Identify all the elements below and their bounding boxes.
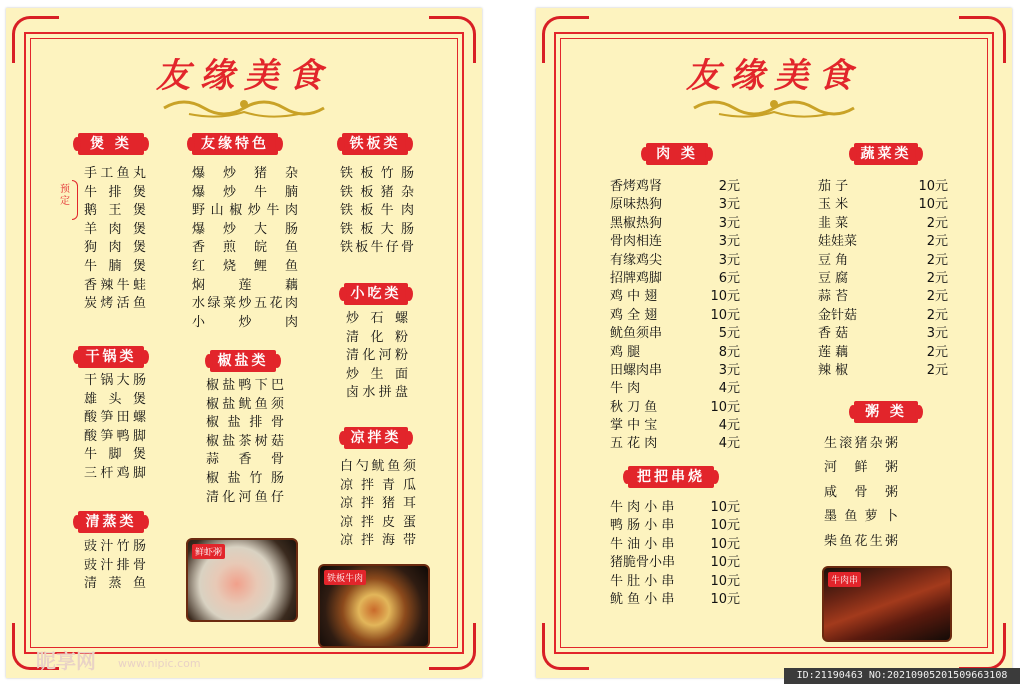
list-item: 牛 腩 煲 xyxy=(84,258,146,274)
watermark-url: www.nipic.com xyxy=(118,657,201,670)
list-tieban xyxy=(340,165,414,258)
dish-price: 4元 xyxy=(718,418,740,434)
photo-iron-plate-beef xyxy=(318,564,430,648)
list-item: 炭烤活鱼 xyxy=(84,296,146,312)
list-item: 爆 炒 猪 杂 xyxy=(192,166,298,181)
dish-price: 4元 xyxy=(718,436,740,452)
dish-price: 2元 xyxy=(926,234,948,250)
dish-price: 3元 xyxy=(926,326,948,342)
dish-price: 10元 xyxy=(710,289,740,305)
list-item: 铁板牛肉 xyxy=(340,203,414,219)
menu-row xyxy=(610,399,740,417)
list-qingzheng xyxy=(84,538,146,594)
watermark-logo: 昵享网 xyxy=(36,649,96,673)
list-item: 清化河粉 xyxy=(346,348,408,364)
section-badge-ganguo: 干锅类 xyxy=(78,346,144,368)
dish-name: 田螺肉串 xyxy=(610,362,663,378)
menu-row xyxy=(610,573,740,591)
list-item: 椒盐茶树菇 xyxy=(206,433,284,449)
dish-price: 10元 xyxy=(710,500,740,515)
menu-row xyxy=(610,499,740,517)
dish-name: 娃娃菜 xyxy=(818,234,858,250)
list-item: 铁板大肠 xyxy=(340,221,414,237)
dish-name: 秋 刀 鱼 xyxy=(610,399,658,415)
list-item: 红 烧 鲤 鱼 xyxy=(192,258,298,274)
dish-name: 香 菇 xyxy=(818,326,849,342)
list-item: 炒 石 螺 xyxy=(346,311,408,326)
list-item: 野山椒炒牛肉 xyxy=(192,203,298,219)
menu-row xyxy=(818,196,948,214)
list-xiaochi xyxy=(346,310,408,403)
menu-row xyxy=(818,307,948,325)
list-item: 酸笋田螺 xyxy=(84,410,146,426)
section-badge-xiaochi: 小吃类 xyxy=(344,283,408,305)
dish-price: 2元 xyxy=(718,179,740,194)
list-item: 白勺鱿鱼须 xyxy=(340,459,416,474)
section-badge-qingzheng: 清蒸类 xyxy=(78,511,144,533)
list-zhou xyxy=(824,432,898,554)
list-item: 雄 头 煲 xyxy=(84,391,146,407)
dish-price: 10元 xyxy=(710,555,740,571)
dish-price: 2元 xyxy=(926,215,948,231)
list-item: 香 煎 皖 鱼 xyxy=(192,240,298,256)
list-item: 清化河鱼仔 xyxy=(206,489,284,505)
menu-row xyxy=(818,252,948,270)
list-item: 豉汁排骨 xyxy=(84,557,146,573)
dish-name: 豆 腐 xyxy=(818,270,849,286)
menu-row xyxy=(610,380,740,398)
menu-row xyxy=(818,288,948,306)
list-item: 墨 鱼 萝 卜 xyxy=(824,509,898,525)
dish-name: 鸭 肠 小 串 xyxy=(610,518,675,534)
photo-seafood-congee xyxy=(186,538,298,622)
list-item: 三杆鸡脚 xyxy=(84,465,146,481)
dish-name: 辣 椒 xyxy=(818,362,849,378)
dish-price: 2元 xyxy=(926,252,948,268)
section-badge-shucai: 蔬菜类 xyxy=(854,143,918,165)
list-item: 小 炒 肉 xyxy=(192,314,298,330)
list-item: 爆 炒 牛 腩 xyxy=(192,184,298,200)
list-item: 咸 骨 粥 xyxy=(824,484,898,500)
menu-row xyxy=(818,325,948,343)
list-item: 酸笋鸭脚 xyxy=(84,428,146,444)
menu-row xyxy=(818,362,948,380)
photo-beef-skewers xyxy=(822,566,952,642)
list-item: 清 化 粉 xyxy=(346,329,408,345)
dish-price: 8元 xyxy=(718,344,740,360)
list-item: 椒盐鸭下巴 xyxy=(206,378,284,393)
menu-row xyxy=(610,270,740,288)
section-badge-rou: 肉 类 xyxy=(646,143,708,165)
list-item: 香辣牛蛙 xyxy=(84,277,146,293)
menu-row xyxy=(610,178,740,196)
section-badge-babachuan: 把把串烧 xyxy=(628,466,714,488)
list-babachuan xyxy=(610,499,740,609)
list-item: 河 鲜 粥 xyxy=(824,460,898,476)
corner-ornament xyxy=(959,623,1006,670)
dish-name: 猪脆骨小串 xyxy=(610,555,676,571)
right-menu-page xyxy=(536,8,1012,678)
dish-name: 鸡 全 翅 xyxy=(610,307,658,323)
dish-name: 香烤鸡肾 xyxy=(610,179,663,194)
image-id-bar: ID:21190463 NO:20210905201509663108 xyxy=(784,668,1020,684)
corner-ornament xyxy=(542,623,589,670)
corner-ornament xyxy=(429,623,476,670)
list-liangban xyxy=(340,458,416,551)
dish-price: 2元 xyxy=(926,270,948,286)
section-badge-tese: 友缘特色 xyxy=(192,133,278,155)
list-tese xyxy=(192,165,298,332)
menu-row xyxy=(610,344,740,362)
dish-name: 莲 藕 xyxy=(818,344,849,360)
list-item: 爆 炒 大 肠 xyxy=(192,221,298,237)
list-jiaoyan xyxy=(206,377,284,507)
dish-price: 4元 xyxy=(718,381,740,397)
list-item: 羊 肉 煲 xyxy=(84,221,146,237)
dish-name: 豆 角 xyxy=(818,252,849,268)
menu-title: 友缘美食 xyxy=(686,56,862,96)
list-item: 凉 拌 海 带 xyxy=(340,533,416,549)
dish-name: 蒜 苔 xyxy=(818,289,849,305)
list-item: 凉 拌 皮 蛋 xyxy=(340,514,416,530)
menu-row xyxy=(818,178,948,196)
dish-price: 5元 xyxy=(718,326,740,342)
section-badge-zhou: 粥 类 xyxy=(854,401,918,423)
list-shucai xyxy=(818,178,948,380)
list-item: 椒 盐 竹 肠 xyxy=(206,470,284,486)
photo-label: 鲜虾粥 xyxy=(192,544,225,559)
list-item: 焖 莲 藕 xyxy=(192,277,298,293)
list-item: 椒盐鱿鱼须 xyxy=(206,396,284,412)
section-badge-bao: 煲 类 xyxy=(78,133,144,155)
menu-row xyxy=(818,233,948,251)
list-rou xyxy=(610,178,740,454)
list-item: 干锅大肠 xyxy=(84,373,146,388)
dish-name: 五 花 肉 xyxy=(610,436,658,452)
dish-name: 茄 子 xyxy=(818,179,849,194)
photo-label: 铁板牛肉 xyxy=(324,570,366,585)
section-badge-jiaoyan: 椒盐类 xyxy=(210,350,276,372)
dish-name: 金针菇 xyxy=(818,307,858,323)
list-item: 铁板牛仔骨 xyxy=(340,240,414,256)
menu-row xyxy=(610,517,740,535)
dish-name: 鸡 腿 xyxy=(610,344,641,360)
dish-price: 10元 xyxy=(918,197,948,213)
dish-price: 3元 xyxy=(718,215,740,231)
menu-row xyxy=(610,554,740,572)
title-swirl-ornament xyxy=(159,94,329,120)
dish-name: 掌 中 宝 xyxy=(610,418,658,434)
dish-name: 黑椒热狗 xyxy=(610,215,663,231)
menu-row xyxy=(610,252,740,270)
dish-price: 3元 xyxy=(718,362,740,378)
menu-row xyxy=(610,215,740,233)
dish-price: 10元 xyxy=(710,518,740,534)
dish-price: 10元 xyxy=(710,536,740,552)
photo-label: 牛肉串 xyxy=(828,572,861,587)
left-menu-page xyxy=(6,8,482,678)
dish-price: 3元 xyxy=(718,252,740,268)
dish-price: 2元 xyxy=(926,362,948,378)
list-item: 豉汁竹肠 xyxy=(84,539,146,554)
dish-name: 招牌鸡脚 xyxy=(610,270,663,286)
list-item: 水绿菜炒五花肉 xyxy=(192,296,298,312)
menu-row xyxy=(818,215,948,233)
dish-name: 牛 肉 xyxy=(610,381,641,397)
dish-name: 有缘鸡尖 xyxy=(610,252,663,268)
dish-price: 3元 xyxy=(718,197,740,213)
dish-price: 2元 xyxy=(926,289,948,305)
menu-row xyxy=(610,435,740,453)
dish-name: 牛 油 小 串 xyxy=(610,536,675,552)
dish-price: 10元 xyxy=(710,573,740,589)
dish-name: 鱿 鱼 小 串 xyxy=(610,591,675,607)
menu-row xyxy=(610,536,740,554)
list-item: 蒜 香 骨 xyxy=(206,452,284,468)
list-item: 铁板竹肠 xyxy=(340,166,414,181)
dish-name: 牛 肉 小 串 xyxy=(610,500,675,515)
dish-price: 6元 xyxy=(718,270,740,286)
menu-title: 友缘美食 xyxy=(156,56,332,96)
list-item: 清 蒸 鱼 xyxy=(84,576,146,592)
menu-row xyxy=(610,591,740,609)
menu-row xyxy=(610,417,740,435)
list-item: 狗 肉 煲 xyxy=(84,240,146,256)
menu-row xyxy=(610,325,740,343)
list-item: 铁板猪杂 xyxy=(340,184,414,200)
dish-price: 3元 xyxy=(718,234,740,250)
dish-name: 原味热狗 xyxy=(610,197,663,213)
list-item: 卤水拼盘 xyxy=(346,385,408,401)
dish-price: 10元 xyxy=(710,307,740,323)
menu-row xyxy=(818,344,948,362)
list-item: 椒 盐 排 骨 xyxy=(206,415,284,431)
menu-row xyxy=(610,362,740,380)
title-swirl-ornament xyxy=(689,94,859,120)
list-item: 凉 拌 猪 耳 xyxy=(340,496,416,512)
section-badge-tieban: 铁板类 xyxy=(342,133,408,155)
list-item: 炒 生 面 xyxy=(346,366,408,382)
reservation-note: 预定 xyxy=(60,184,70,207)
dish-name: 牛 肚 小 串 xyxy=(610,573,675,589)
dish-name: 韭 菜 xyxy=(818,215,849,231)
list-item: 牛 脚 煲 xyxy=(84,447,146,463)
dish-price: 10元 xyxy=(918,179,948,194)
dish-name: 鸡 中 翅 xyxy=(610,289,658,305)
menu-row xyxy=(610,233,740,251)
list-bao xyxy=(84,165,146,314)
list-ganguo xyxy=(84,372,146,484)
dish-price: 10元 xyxy=(710,399,740,415)
dish-name: 骨肉相连 xyxy=(610,234,663,250)
list-item: 鹅 王 煲 xyxy=(84,203,146,219)
list-item: 手工鱼丸 xyxy=(84,166,146,181)
menu-row xyxy=(610,307,740,325)
list-item: 生滚猪杂粥 xyxy=(824,436,898,451)
dish-name: 鱿鱼须串 xyxy=(610,326,663,342)
menu-row xyxy=(610,288,740,306)
list-item: 凉 拌 青 瓜 xyxy=(340,477,416,493)
dish-price: 2元 xyxy=(926,307,948,323)
list-item: 牛 排 煲 xyxy=(84,184,146,200)
reservation-brace xyxy=(72,180,78,220)
menu-row xyxy=(818,270,948,288)
dish-price: 2元 xyxy=(926,344,948,360)
dish-name: 玉 米 xyxy=(818,197,849,213)
menu-row xyxy=(610,196,740,214)
list-item: 柴鱼花生粥 xyxy=(824,533,898,549)
section-badge-liangban: 凉拌类 xyxy=(344,427,408,449)
dish-price: 10元 xyxy=(710,591,740,607)
